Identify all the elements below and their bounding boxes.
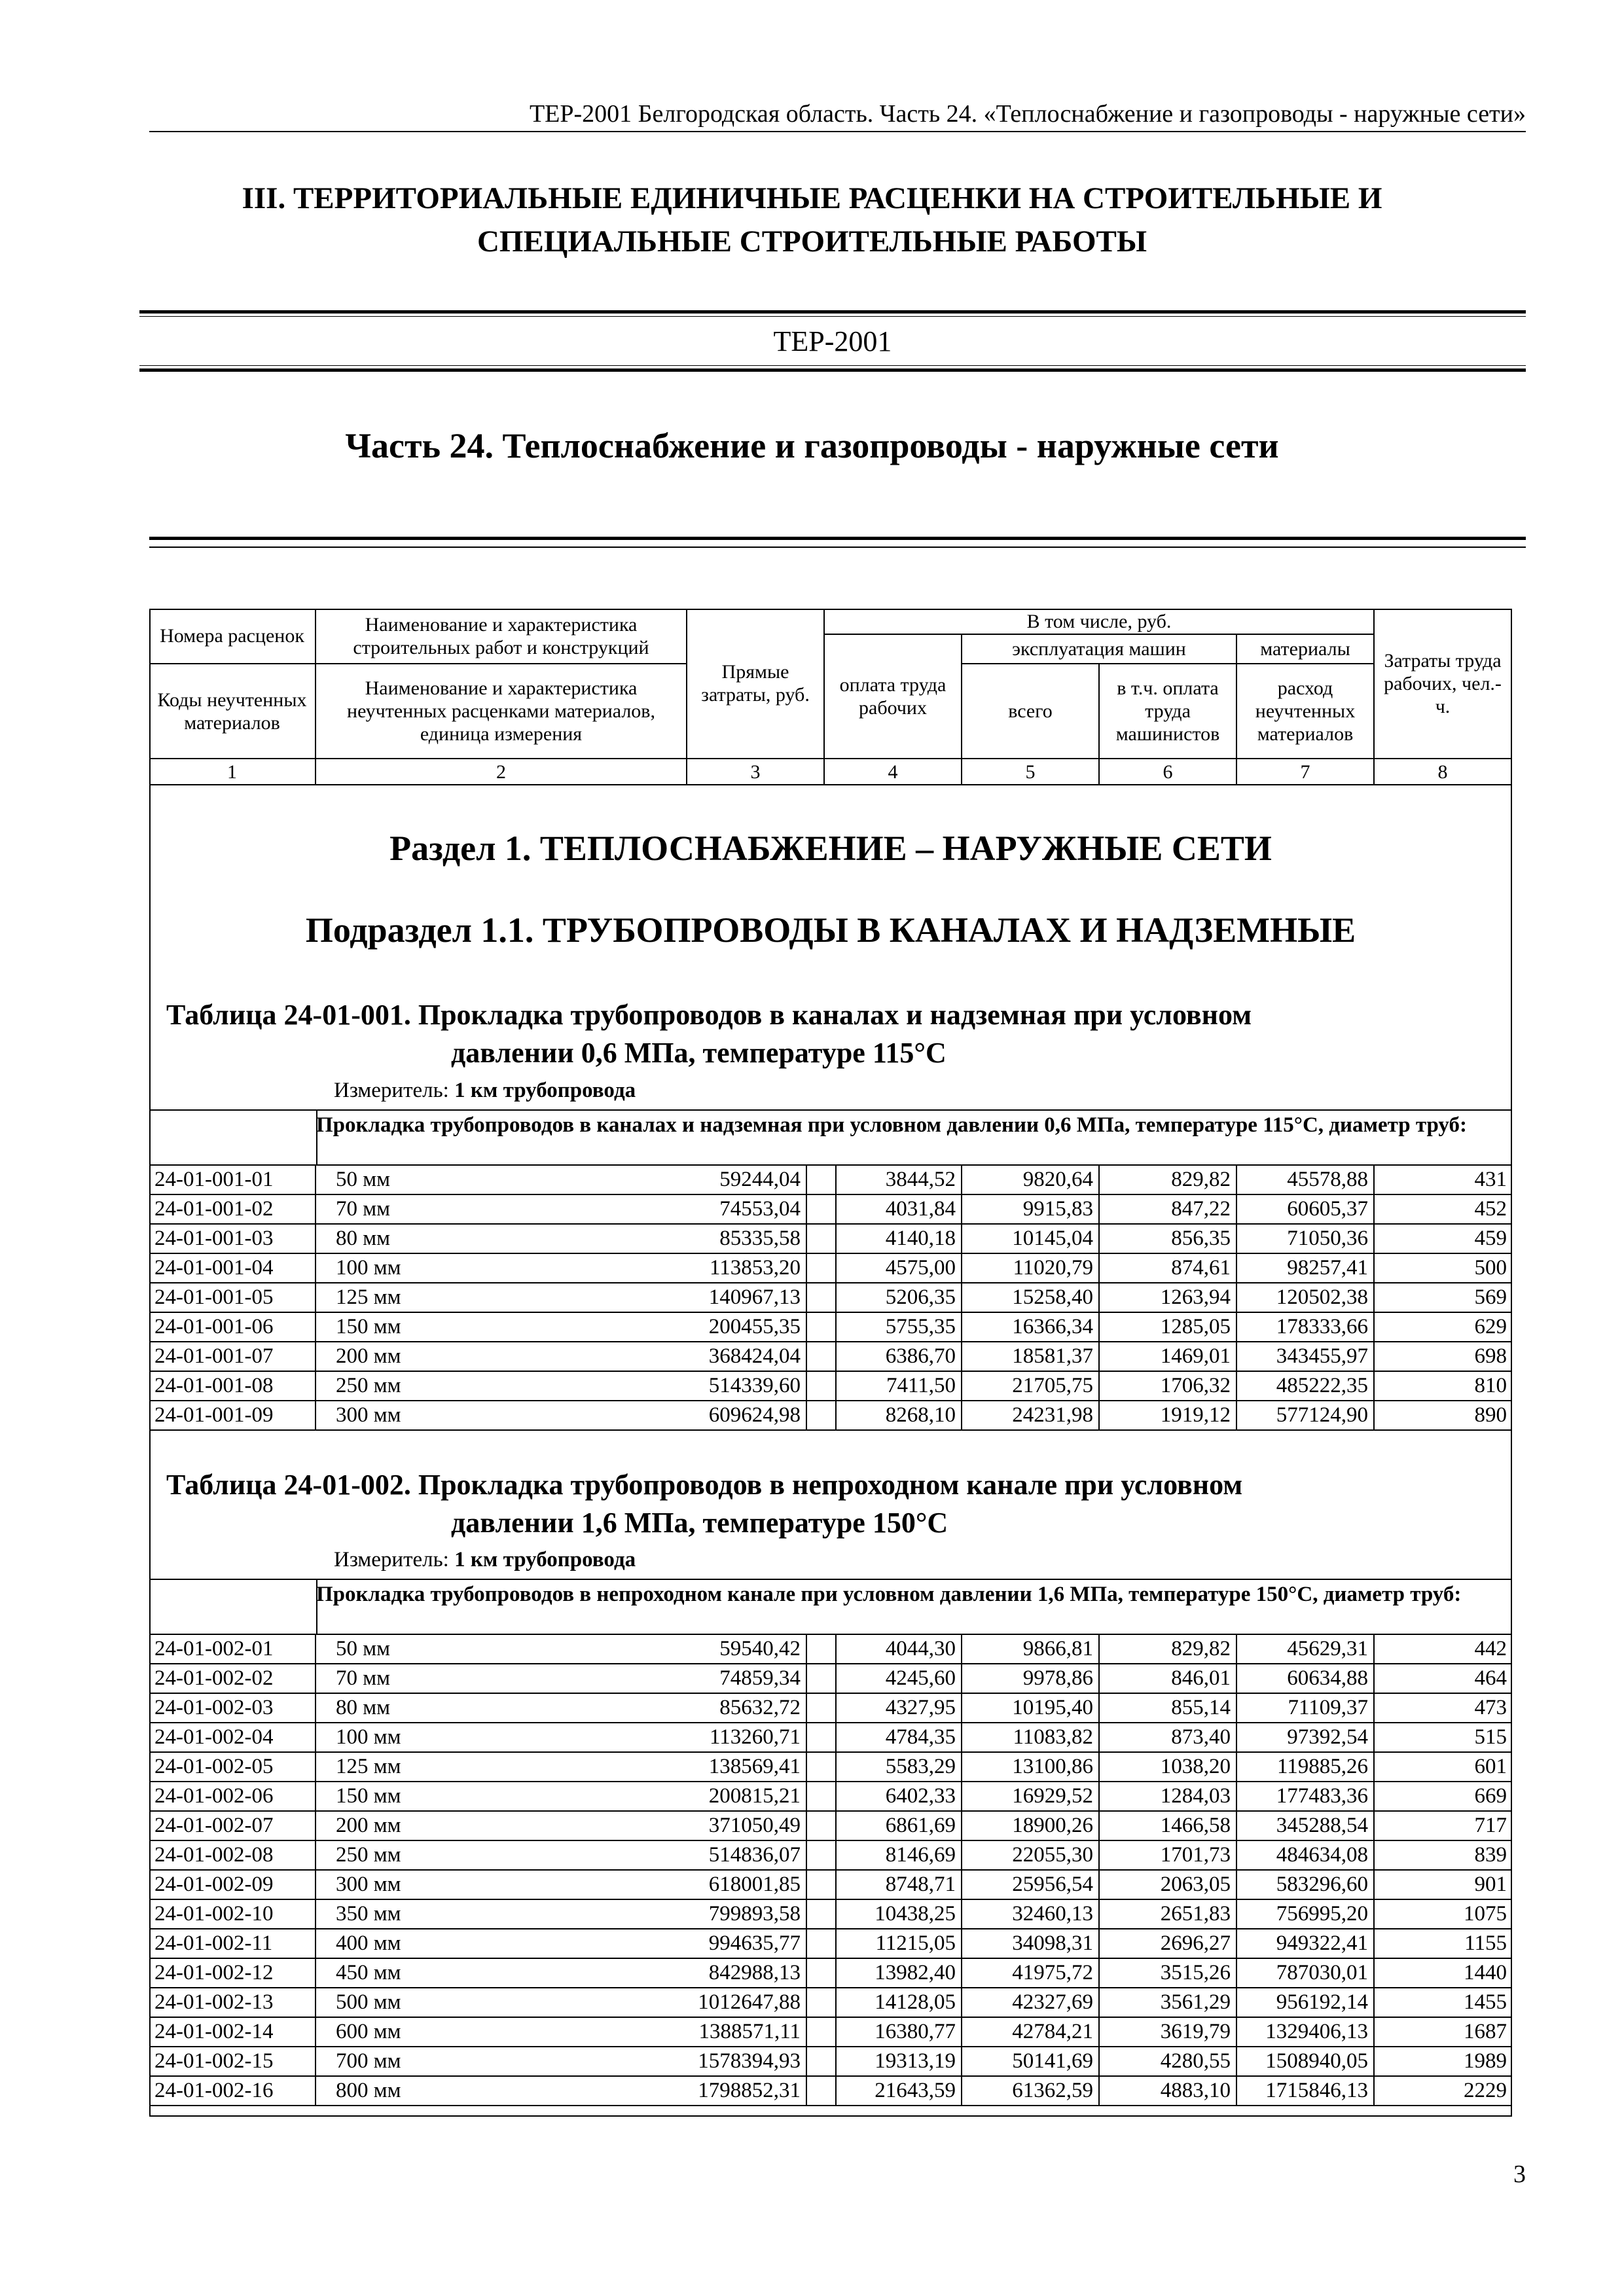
row-labor-hours: 2229 bbox=[1464, 2079, 1507, 2102]
table-1-meter-label: Измеритель: bbox=[334, 1079, 449, 1102]
row-name: 350 мм bbox=[316, 1900, 837, 1928]
row-code: 24-01-001-09 bbox=[149, 1401, 316, 1429]
ter-label: ТЕР-2001 bbox=[139, 316, 1526, 366]
row-labor-pay: 7411,50 bbox=[825, 1372, 962, 1400]
title-rule bbox=[149, 537, 1526, 548]
row-direct-cost: 74859,34 bbox=[670, 1664, 807, 1693]
row-machines-total: 16929,52 bbox=[962, 1782, 1100, 1810]
part-heading bbox=[131, 177, 1493, 263]
row-name: 250 мм bbox=[316, 1372, 837, 1400]
row-labor-pay: 13982,40 bbox=[825, 1959, 962, 1987]
row-machinists-pay: 1284,03 bbox=[1100, 1782, 1237, 1810]
row-machinists-pay: 3515,26 bbox=[1100, 1959, 1237, 1987]
row-machinists-pay: 3561,29 bbox=[1100, 1988, 1237, 2017]
row-labor-pay: 4327,95 bbox=[825, 1694, 962, 1722]
row-machines-total: 16366,34 bbox=[962, 1313, 1100, 1341]
row-machinists-pay: 855,14 bbox=[1100, 1694, 1237, 1722]
col-number-6: 6 bbox=[1100, 759, 1237, 785]
table-2-rows bbox=[149, 1634, 1512, 2106]
row-labor-pay: 8268,10 bbox=[825, 1401, 962, 1429]
row-name: 450 мм bbox=[316, 1959, 837, 1987]
row-machines-total: 9915,83 bbox=[962, 1195, 1100, 1223]
header-c7: расход неучтенных материалов bbox=[1237, 664, 1375, 759]
row-machines-total: 11020,79 bbox=[962, 1254, 1100, 1282]
row-materials: 178333,66 bbox=[1237, 1313, 1375, 1341]
table-caption-2-line2: давлении 1,6 МПа, температуре 150°С bbox=[451, 1507, 948, 1539]
running-header: ТЕР-2001 Белгородская область. Часть 24. «Теплоснабжение и газопроводы - наружные сети» bbox=[529, 100, 1526, 128]
table-row bbox=[149, 1782, 1512, 1812]
row-machinists-pay: 1285,05 bbox=[1100, 1313, 1237, 1341]
row-labor-hours: 431 bbox=[1474, 1168, 1507, 1191]
row-labor-hours: 473 bbox=[1474, 1696, 1507, 1719]
row-labor-hours: 1155 bbox=[1464, 1931, 1507, 1955]
table-caption-2-line1: Таблица 24-01-002. Прокладка трубопроводов в непроходном канале при условном bbox=[166, 1469, 1243, 1501]
table-row bbox=[149, 1195, 1512, 1225]
ter-label-box bbox=[139, 310, 1526, 372]
col-number-4: 4 bbox=[825, 759, 962, 785]
row-labor-hours: 629 bbox=[1474, 1315, 1507, 1338]
row-labor-pay: 8748,71 bbox=[825, 1871, 962, 1899]
header-c1-top: Номера расценок bbox=[149, 609, 316, 664]
row-machinists-pay: 1466,58 bbox=[1100, 1812, 1237, 1840]
row-direct-cost: 85335,58 bbox=[670, 1225, 807, 1253]
row-machines-total: 10145,04 bbox=[962, 1225, 1100, 1253]
row-code: 24-01-002-06 bbox=[149, 1782, 316, 1810]
row-direct-cost: 1388571,11 bbox=[670, 2018, 807, 2046]
col-number-3: 3 bbox=[687, 759, 825, 785]
row-labor-hours: 1455 bbox=[1464, 1990, 1507, 2014]
table-1-rows bbox=[149, 1164, 1512, 1431]
table-row bbox=[149, 1664, 1512, 1694]
row-machinists-pay: 829,82 bbox=[1100, 1635, 1237, 1663]
row-labor-pay: 3844,52 bbox=[825, 1166, 962, 1194]
row-materials: 71050,36 bbox=[1237, 1225, 1375, 1253]
row-code: 24-01-002-09 bbox=[149, 1871, 316, 1899]
row-labor-hours: 698 bbox=[1474, 1344, 1507, 1368]
header-including: В том числе, руб. bbox=[825, 609, 1375, 635]
row-code: 24-01-001-03 bbox=[149, 1225, 316, 1253]
row-name: 70 мм bbox=[316, 1195, 837, 1223]
table-row bbox=[149, 1753, 1512, 1782]
section-title: Раздел 1. ТЕПЛОСНАБЖЕНИЕ – НАРУЖНЫЕ СЕТИ bbox=[389, 829, 1272, 868]
row-name: 70 мм bbox=[316, 1664, 837, 1693]
row-labor-hours: 464 bbox=[1474, 1666, 1507, 1690]
row-machinists-pay: 874,61 bbox=[1100, 1254, 1237, 1282]
row-machines-total: 9978,86 bbox=[962, 1664, 1100, 1693]
row-machinists-pay: 1919,12 bbox=[1100, 1401, 1237, 1429]
row-labor-pay: 19313,19 bbox=[825, 2047, 962, 2075]
row-code: 24-01-002-12 bbox=[149, 1959, 316, 1987]
row-labor-hours: 901 bbox=[1474, 1873, 1507, 1896]
row-machinists-pay: 2651,83 bbox=[1100, 1900, 1237, 1928]
row-name: 300 мм bbox=[316, 1401, 837, 1429]
table-2-group-title: Прокладка трубопроводов в непроходном канале при условном давлении 1,6 МПа, температуре 150°С, диаметр труб: bbox=[316, 1583, 1462, 1606]
row-direct-cost: 1012647,88 bbox=[670, 1988, 807, 2017]
row-labor-hours: 1075 bbox=[1464, 1902, 1507, 1926]
row-machinists-pay: 846,01 bbox=[1100, 1664, 1237, 1693]
row-labor-pay: 4044,30 bbox=[825, 1635, 962, 1663]
row-direct-cost: 514836,07 bbox=[670, 1841, 807, 1869]
row-code: 24-01-002-11 bbox=[149, 1929, 316, 1958]
row-labor-hours: 1440 bbox=[1464, 1961, 1507, 1984]
row-machines-total: 15258,40 bbox=[962, 1283, 1100, 1312]
header-c6: в т.ч. оплата труда машинистов bbox=[1100, 664, 1237, 759]
table-row bbox=[149, 1313, 1512, 1342]
row-name: 50 мм bbox=[316, 1166, 837, 1194]
table-row bbox=[149, 1841, 1512, 1871]
row-materials: 97392,54 bbox=[1237, 1723, 1375, 1751]
row-materials: 756995,20 bbox=[1237, 1900, 1375, 1928]
table-row bbox=[149, 1635, 1512, 1664]
table-row bbox=[149, 1871, 1512, 1900]
row-code: 24-01-001-04 bbox=[149, 1254, 316, 1282]
header-c8: Затраты труда рабочих, чел.-ч. bbox=[1375, 609, 1511, 759]
row-name: 200 мм bbox=[316, 1342, 837, 1371]
row-machinists-pay: 1263,94 bbox=[1100, 1283, 1237, 1312]
row-code: 24-01-001-08 bbox=[149, 1372, 316, 1400]
row-direct-cost: 59540,42 bbox=[670, 1635, 807, 1663]
row-machines-total: 24231,98 bbox=[962, 1401, 1100, 1429]
row-machines-total: 22055,30 bbox=[962, 1841, 1100, 1869]
row-materials: 956192,14 bbox=[1237, 1988, 1375, 2017]
table-row bbox=[149, 1254, 1512, 1283]
part-title: Часть 24. Теплоснабжение и газопроводы - наружные сети bbox=[345, 426, 1279, 465]
row-labor-pay: 6386,70 bbox=[825, 1342, 962, 1371]
row-code: 24-01-001-05 bbox=[149, 1283, 316, 1312]
row-labor-pay: 10438,25 bbox=[825, 1900, 962, 1928]
row-direct-cost: 140967,13 bbox=[670, 1283, 807, 1312]
row-name: 800 мм bbox=[316, 2077, 837, 2105]
row-labor-pay: 4784,35 bbox=[825, 1723, 962, 1751]
table-2-meter-value: 1 км трубопровода bbox=[454, 1548, 636, 1571]
row-direct-cost: 85632,72 bbox=[670, 1694, 807, 1722]
row-code: 24-01-002-04 bbox=[149, 1723, 316, 1751]
row-labor-pay: 5583,29 bbox=[825, 1753, 962, 1781]
row-machinists-pay: 1469,01 bbox=[1100, 1342, 1237, 1371]
table-1-group-header bbox=[149, 1109, 1512, 1164]
table-caption-1-line1: Таблица 24-01-001. Прокладка трубопроводов в каналах и надземная при условном bbox=[166, 999, 1252, 1031]
table-row bbox=[149, 1959, 1512, 1988]
row-materials: 577124,90 bbox=[1237, 1401, 1375, 1429]
row-code: 24-01-002-15 bbox=[149, 2047, 316, 2075]
row-code: 24-01-001-02 bbox=[149, 1195, 316, 1223]
header-c2-top: Наименование и характеристика строительных работ и конструкций bbox=[316, 609, 687, 664]
row-materials: 583296,60 bbox=[1237, 1871, 1375, 1899]
col-number-8: 8 bbox=[1375, 759, 1511, 785]
row-labor-hours: 452 bbox=[1474, 1197, 1507, 1221]
row-direct-cost: 113260,71 bbox=[670, 1723, 807, 1751]
row-code: 24-01-002-07 bbox=[149, 1812, 316, 1840]
row-machines-total: 11083,82 bbox=[962, 1723, 1100, 1751]
row-name: 250 мм bbox=[316, 1841, 837, 1869]
row-machinists-pay: 2696,27 bbox=[1100, 1929, 1237, 1958]
row-name: 500 мм bbox=[316, 1988, 837, 2017]
row-labor-pay: 5755,35 bbox=[825, 1313, 962, 1341]
table-row bbox=[149, 1166, 1512, 1195]
col-number-5: 5 bbox=[962, 759, 1100, 785]
row-machines-total: 42327,69 bbox=[962, 1988, 1100, 2017]
row-machines-total: 21705,75 bbox=[962, 1372, 1100, 1400]
page-number: 3 bbox=[1513, 2161, 1526, 2188]
row-labor-pay: 21643,59 bbox=[825, 2077, 962, 2105]
table-1-meter bbox=[334, 1079, 636, 1103]
row-code: 24-01-002-08 bbox=[149, 1841, 316, 1869]
row-direct-cost: 113853,20 bbox=[670, 1254, 807, 1282]
row-labor-hours: 1989 bbox=[1464, 2049, 1507, 2073]
row-name: 100 мм bbox=[316, 1723, 837, 1751]
row-materials: 45578,88 bbox=[1237, 1166, 1375, 1194]
row-name: 80 мм bbox=[316, 1694, 837, 1722]
row-code: 24-01-002-14 bbox=[149, 2018, 316, 2046]
row-labor-hours: 569 bbox=[1474, 1285, 1507, 1309]
row-name: 125 мм bbox=[316, 1753, 837, 1781]
table-row bbox=[149, 1723, 1512, 1753]
row-direct-cost: 1798852,31 bbox=[670, 2077, 807, 2105]
row-labor-hours: 890 bbox=[1474, 1403, 1507, 1427]
row-machinists-pay: 829,82 bbox=[1100, 1166, 1237, 1194]
part-heading-line1: III. ТЕРРИТОРИАЛЬНЫЕ ЕДИНИЧНЫЕ РАСЦЕНКИ НА СТРОИТЕЛЬНЫЕ И bbox=[242, 181, 1382, 215]
row-code: 24-01-002-10 bbox=[149, 1900, 316, 1928]
row-machines-total: 34098,31 bbox=[962, 1929, 1100, 1958]
col-number-1: 1 bbox=[149, 759, 316, 785]
row-materials: 98257,41 bbox=[1237, 1254, 1375, 1282]
row-code: 24-01-001-06 bbox=[149, 1313, 316, 1341]
row-name: 100 мм bbox=[316, 1254, 837, 1282]
table-row bbox=[149, 1812, 1512, 1841]
row-labor-hours: 839 bbox=[1474, 1843, 1507, 1867]
row-name: 150 мм bbox=[316, 1313, 837, 1341]
row-labor-pay: 6861,69 bbox=[825, 1812, 962, 1840]
table-row bbox=[149, 1929, 1512, 1959]
row-materials: 485222,35 bbox=[1237, 1372, 1375, 1400]
row-direct-cost: 842988,13 bbox=[670, 1959, 807, 1987]
table-2-group-header bbox=[149, 1579, 1512, 1634]
row-materials: 45629,31 bbox=[1237, 1635, 1375, 1663]
row-labor-pay: 11215,05 bbox=[825, 1929, 962, 1958]
row-machinists-pay: 1706,32 bbox=[1100, 1372, 1237, 1400]
row-name: 600 мм bbox=[316, 2018, 837, 2046]
row-materials: 60605,37 bbox=[1237, 1195, 1375, 1223]
row-direct-cost: 200815,21 bbox=[670, 1782, 807, 1810]
row-machinists-pay: 2063,05 bbox=[1100, 1871, 1237, 1899]
row-materials: 177483,36 bbox=[1237, 1782, 1375, 1810]
table-row bbox=[149, 1342, 1512, 1372]
row-machines-total: 42784,21 bbox=[962, 2018, 1100, 2046]
row-name: 150 мм bbox=[316, 1782, 837, 1810]
row-labor-pay: 4245,60 bbox=[825, 1664, 962, 1693]
row-machinists-pay: 847,22 bbox=[1100, 1195, 1237, 1223]
row-direct-cost: 371050,49 bbox=[670, 1812, 807, 1840]
row-labor-pay: 6402,33 bbox=[825, 1782, 962, 1810]
row-machines-total: 18900,26 bbox=[962, 1812, 1100, 1840]
row-name: 125 мм bbox=[316, 1283, 837, 1312]
row-machinists-pay: 4883,10 bbox=[1100, 2077, 1237, 2105]
table-caption-1-line2: давлении 0,6 МПа, температуре 115°С bbox=[451, 1037, 947, 1069]
row-name: 700 мм bbox=[316, 2047, 837, 2075]
table-row bbox=[149, 1988, 1512, 2018]
table-caption-2 bbox=[166, 1466, 1475, 1542]
col-number-2: 2 bbox=[316, 759, 687, 785]
row-machines-total: 41975,72 bbox=[962, 1959, 1100, 1987]
row-direct-cost: 514339,60 bbox=[670, 1372, 807, 1400]
row-machinists-pay: 3619,79 bbox=[1100, 2018, 1237, 2046]
row-materials: 1508940,05 bbox=[1237, 2047, 1375, 2075]
table-row bbox=[149, 1372, 1512, 1401]
part-heading-line2: СПЕЦИАЛЬНЫЕ СТРОИТЕЛЬНЫЕ РАБОТЫ bbox=[477, 224, 1147, 259]
row-direct-cost: 994635,77 bbox=[670, 1929, 807, 1958]
row-machines-total: 9820,64 bbox=[962, 1166, 1100, 1194]
row-machines-total: 9866,81 bbox=[962, 1635, 1100, 1663]
row-machinists-pay: 4280,55 bbox=[1100, 2047, 1237, 2075]
row-direct-cost: 200455,35 bbox=[670, 1313, 807, 1341]
row-machines-total: 32460,13 bbox=[962, 1900, 1100, 1928]
row-labor-hours: 717 bbox=[1474, 1814, 1507, 1837]
row-direct-cost: 138569,41 bbox=[670, 1753, 807, 1781]
row-materials: 345288,54 bbox=[1237, 1812, 1375, 1840]
table-row bbox=[149, 2047, 1512, 2077]
header-c5: всего bbox=[962, 664, 1100, 759]
table-row bbox=[149, 2077, 1512, 2106]
row-machines-total: 18581,37 bbox=[962, 1342, 1100, 1371]
row-name: 400 мм bbox=[316, 1929, 837, 1958]
row-code: 24-01-002-02 bbox=[149, 1664, 316, 1693]
row-code: 24-01-001-01 bbox=[149, 1166, 316, 1194]
row-code: 24-01-002-03 bbox=[149, 1694, 316, 1722]
table-row bbox=[149, 1694, 1512, 1723]
row-materials: 1329406,13 bbox=[1237, 2018, 1375, 2046]
row-machinists-pay: 1038,20 bbox=[1100, 1753, 1237, 1781]
row-labor-hours: 1687 bbox=[1464, 2020, 1507, 2043]
row-labor-pay: 8146,69 bbox=[825, 1841, 962, 1869]
col-number-7: 7 bbox=[1237, 759, 1375, 785]
row-code: 24-01-001-07 bbox=[149, 1342, 316, 1371]
row-direct-cost: 799893,58 bbox=[670, 1900, 807, 1928]
row-machines-total: 61362,59 bbox=[962, 2077, 1100, 2105]
table-row bbox=[149, 2018, 1512, 2047]
row-machines-total: 25956,54 bbox=[962, 1871, 1100, 1899]
table-caption-1 bbox=[166, 996, 1475, 1072]
row-labor-pay: 14128,05 bbox=[825, 1988, 962, 2017]
table-row bbox=[149, 1225, 1512, 1254]
header-materials: материалы bbox=[1237, 635, 1375, 664]
table-1-group-title: Прокладка трубопроводов в каналах и надземная при условном давлении 0,6 МПа, температуре 115°С, диаметр труб: bbox=[316, 1113, 1467, 1137]
row-labor-pay: 4031,84 bbox=[825, 1195, 962, 1223]
header-rule bbox=[149, 131, 1526, 132]
row-materials: 1715846,13 bbox=[1237, 2077, 1375, 2105]
row-direct-cost: 1578394,93 bbox=[670, 2047, 807, 2075]
row-labor-pay: 5206,35 bbox=[825, 1283, 962, 1312]
row-materials: 949322,41 bbox=[1237, 1929, 1375, 1958]
row-materials: 60634,88 bbox=[1237, 1664, 1375, 1693]
row-code: 24-01-002-05 bbox=[149, 1753, 316, 1781]
row-materials: 71109,37 bbox=[1237, 1694, 1375, 1722]
row-labor-hours: 601 bbox=[1474, 1755, 1507, 1778]
row-materials: 787030,01 bbox=[1237, 1959, 1375, 1987]
table-row bbox=[149, 1900, 1512, 1929]
header-c1-bottom: Коды неучтенных материалов bbox=[149, 664, 316, 759]
table-1-meter-value: 1 км трубопровода bbox=[454, 1079, 636, 1102]
row-direct-cost: 59244,04 bbox=[670, 1166, 807, 1194]
row-machinists-pay: 873,40 bbox=[1100, 1723, 1237, 1751]
row-materials: 484634,08 bbox=[1237, 1841, 1375, 1869]
row-name: 200 мм bbox=[316, 1812, 837, 1840]
row-direct-cost: 609624,98 bbox=[670, 1401, 807, 1429]
row-name: 80 мм bbox=[316, 1225, 837, 1253]
row-labor-pay: 16380,77 bbox=[825, 2018, 962, 2046]
row-labor-hours: 500 bbox=[1474, 1256, 1507, 1280]
table-2-meter-label: Измеритель: bbox=[334, 1548, 449, 1571]
header-machines: эксплуатация машин bbox=[962, 635, 1237, 664]
row-labor-hours: 459 bbox=[1474, 1227, 1507, 1250]
row-labor-pay: 4575,00 bbox=[825, 1254, 962, 1282]
row-name: 50 мм bbox=[316, 1635, 837, 1663]
row-machinists-pay: 856,35 bbox=[1100, 1225, 1237, 1253]
row-machines-total: 13100,86 bbox=[962, 1753, 1100, 1781]
row-code: 24-01-002-13 bbox=[149, 1988, 316, 2017]
row-direct-cost: 618001,85 bbox=[670, 1871, 807, 1899]
row-labor-hours: 810 bbox=[1474, 1374, 1507, 1397]
table-row bbox=[149, 1283, 1512, 1313]
row-materials: 343455,97 bbox=[1237, 1342, 1375, 1371]
row-code: 24-01-002-16 bbox=[149, 2077, 316, 2105]
row-name: 300 мм bbox=[316, 1871, 837, 1899]
row-code: 24-01-002-01 bbox=[149, 1635, 316, 1663]
row-machines-total: 50141,69 bbox=[962, 2047, 1100, 2075]
row-materials: 120502,38 bbox=[1237, 1283, 1375, 1312]
header-c2-bottom: Наименование и характеристика неучтенных расценками материалов, единица измерения bbox=[316, 664, 687, 759]
row-machines-total: 10195,40 bbox=[962, 1694, 1100, 1722]
subsection-title: Подраздел 1.1. ТРУБОПРОВОДЫ В КАНАЛАХ И НАДЗЕМНЫЕ bbox=[305, 910, 1356, 950]
table-2-meter bbox=[334, 1548, 636, 1572]
row-materials: 119885,26 bbox=[1237, 1753, 1375, 1781]
row-labor-pay: 4140,18 bbox=[825, 1225, 962, 1253]
row-labor-hours: 669 bbox=[1474, 1784, 1507, 1808]
table-row bbox=[149, 1401, 1512, 1431]
row-labor-hours: 515 bbox=[1474, 1725, 1507, 1749]
row-direct-cost: 368424,04 bbox=[670, 1342, 807, 1371]
row-direct-cost: 74553,04 bbox=[670, 1195, 807, 1223]
header-c3: Прямые затраты, руб. bbox=[687, 609, 825, 759]
row-labor-hours: 442 bbox=[1474, 1637, 1507, 1660]
header-c4: оплата труда рабочих bbox=[825, 635, 962, 759]
row-machinists-pay: 1701,73 bbox=[1100, 1841, 1237, 1869]
